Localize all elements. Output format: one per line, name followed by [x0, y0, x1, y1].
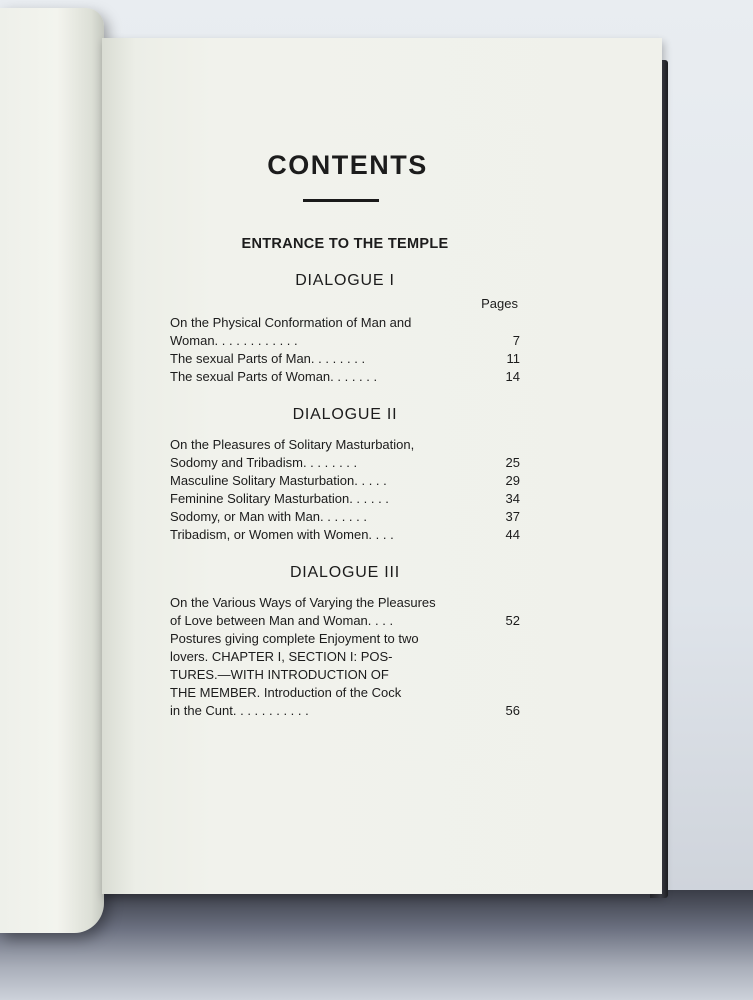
toc-entry-text: Tribadism, or Women with Women. . . .: [170, 527, 394, 542]
dialogue-1-entries: [170, 314, 520, 386]
toc-entry: [170, 314, 520, 350]
page-title: CONTENTS: [267, 150, 428, 180]
contents-page: [170, 150, 520, 720]
dialogue-3-entries: [170, 594, 520, 720]
toc-entry-page: 56: [505, 703, 520, 718]
toc-entry: [170, 436, 520, 472]
dialogue-heading-1: DIALOGUE I: [295, 272, 395, 289]
toc-entry: [170, 368, 520, 386]
toc-entry-page: 7: [512, 333, 520, 348]
toc-entry: [170, 508, 520, 526]
toc-entry-text: Feminine Solitary Masturbation. . . . . .: [170, 491, 389, 506]
toc-entry-text: Masculine Solitary Masturbation. . . . .: [170, 473, 387, 488]
dialogue-2-entries: [170, 436, 520, 544]
toc-entry-page: 44: [505, 527, 520, 542]
dialogue-heading-3: DIALOGUE III: [289, 564, 401, 581]
toc-entry-text: Sodomy, or Man with Man. . . . . . .: [170, 509, 367, 524]
toc-entry: [170, 472, 520, 490]
toc-entry-page: 37: [505, 509, 520, 524]
toc-entry-text: On the Pleasures of Solitary Masturbation, Sodomy and Tribadism. . . . . . . .: [170, 437, 415, 470]
toc-entry-text: The sexual Parts of Woman. . . . . . .: [170, 369, 378, 384]
toc-entry: [170, 490, 520, 508]
toc-entry-page: 29: [505, 473, 520, 488]
toc-entry-text: On the Physical Conformation of Man and Woman. . . . . . . . . . . .: [170, 315, 412, 348]
toc-entry-page: 25: [505, 455, 520, 470]
toc-entry-page: 34: [505, 491, 520, 506]
toc-entry: [170, 630, 520, 720]
toc-entry-page: 14: [505, 369, 520, 384]
left-page: [0, 8, 104, 933]
toc-entry-page: 52: [505, 613, 520, 628]
dialogue-heading-2: DIALOGUE II: [292, 406, 398, 423]
toc-entry: [170, 350, 520, 368]
toc-entry-page: 11: [506, 351, 520, 366]
toc-entry-text: Postures giving complete Enjoyment to two lovers. CHAPTER I, SECTION I: POS- TURES.—WITH INTRODUCTION OF THE MEMBER. Introduction of the Cock in the Cunt. . . . . . . . . . .: [170, 631, 419, 718]
toc-entry: [170, 594, 520, 630]
section-entrance: ENTRANCE TO THE TEMPLE: [241, 236, 449, 252]
toc-entry: [170, 526, 520, 544]
title-rule: [303, 199, 379, 202]
toc-entry-text: On the Various Ways of Varying the Pleasures of Love between Man and Woman. . . .: [170, 595, 436, 628]
toc-entry-text: The sexual Parts of Man. . . . . . . .: [170, 351, 366, 366]
table-shadow: [0, 890, 753, 1000]
pages-label: Pages: [481, 296, 518, 311]
